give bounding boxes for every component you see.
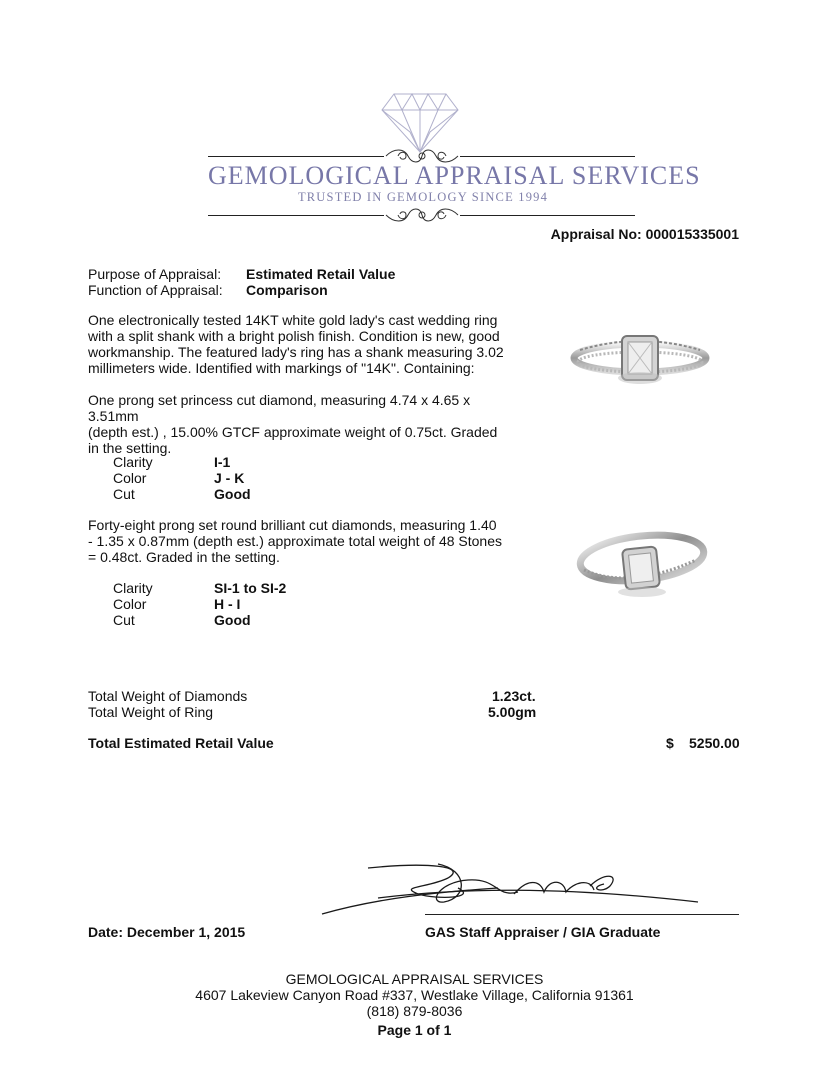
appraisal-number <box>551 226 739 242</box>
function-label: Function of Appraisal: <box>88 282 223 298</box>
total-retail-label: Total Estimated Retail Value <box>88 735 274 751</box>
purpose-value: Estimated Retail Value <box>246 266 396 282</box>
ring-description <box>88 312 518 376</box>
header-rule-top-right <box>460 156 635 157</box>
flourish-bottom-icon <box>384 205 460 225</box>
appraiser-title: GAS Staff Appraiser / GIA Graduate <box>425 924 661 940</box>
side-color-value: H - I <box>214 596 241 612</box>
center-stone-line: (depth est.) , 15.00% GTCF approximate weight of 0.75ct. Graded <box>88 424 498 440</box>
side-clarity-value: SI-1 to SI-2 <box>214 580 287 596</box>
side-stones-line: - 1.35 x 0.87mm (depth est.) approximate total weight of 48 Stones <box>88 533 502 549</box>
side-stones-description <box>88 517 518 565</box>
total-retail-value: 5250.00 <box>689 735 740 751</box>
center-clarity-label: Clarity <box>113 454 153 470</box>
description-line: One electronically tested 14KT white gold lady's cast wedding ring <box>88 312 498 328</box>
header-rule-bottom-right <box>460 215 635 216</box>
side-stones-line: Forty-eight prong set round brilliant cut diamonds, measuring 1.40 <box>88 517 497 533</box>
header-rule-bottom-left <box>208 215 384 216</box>
center-color-label: Color <box>113 470 147 486</box>
header-rule-top-left <box>208 156 384 157</box>
footer-phone: (818) 879-8036 <box>366 1003 463 1019</box>
center-stone-description <box>88 392 518 456</box>
description-line: with a split shank with a bright polish finish. Condition is new, good <box>88 328 500 344</box>
center-stone-line: in the setting. <box>88 440 172 456</box>
side-color-label: Color <box>113 596 147 612</box>
total-ring-value: 5.00gm <box>488 704 537 720</box>
appraisal-date: Date: December 1, 2015 <box>88 924 246 940</box>
side-cut-value: Good <box>214 612 251 628</box>
company-name: GEMOLOGICAL APPRAISAL SERVICES <box>208 161 701 190</box>
function-value: Comparison <box>246 282 328 298</box>
side-clarity-label: Clarity <box>113 580 153 596</box>
center-cut-label: Cut <box>113 486 135 502</box>
side-stones-line: = 0.48ct. Graded in the setting. <box>88 549 280 565</box>
ring-photo-side-view <box>570 318 710 390</box>
total-diamonds-value: 1.23ct. <box>492 688 536 704</box>
side-cut-label: Cut <box>113 612 135 628</box>
description-line: millimeters wide. Identified with markings of "14K". Containing: <box>88 360 475 376</box>
center-color-value: J - K <box>214 470 245 486</box>
total-diamonds-label: Total Weight of Diamonds <box>88 688 248 704</box>
center-stone-line: One prong set princess cut diamond, measuring 4.74 x 4.65 x 3.51mm <box>88 392 471 424</box>
appraisal-number-label: Appraisal No: <box>550 226 642 242</box>
page-number: Page 1 of 1 <box>377 1022 452 1038</box>
appraisal-number-value: 000015335001 <box>645 226 739 242</box>
total-ring-label: Total Weight of Ring <box>88 704 214 720</box>
footer-company: GEMOLOGICAL APPRAISAL SERVICES <box>285 971 544 987</box>
ring-photo-angle-view <box>570 520 710 600</box>
signature-line <box>425 914 739 915</box>
diamond-logo-icon <box>380 92 460 154</box>
appraiser-signature <box>318 858 738 918</box>
currency-symbol: $ <box>666 735 674 751</box>
purpose-label: Purpose of Appraisal: <box>88 266 222 282</box>
description-line: workmanship. The featured lady's ring has a shank measuring 3.02 <box>88 344 504 360</box>
center-cut-value: Good <box>214 486 251 502</box>
footer-address: 4607 Lakeview Canyon Road #337, Westlake Village, California 91361 <box>195 987 634 1003</box>
company-tagline: TRUSTED IN GEMOLOGY SINCE 1994 <box>297 190 549 204</box>
center-clarity-value: I-1 <box>214 454 231 470</box>
